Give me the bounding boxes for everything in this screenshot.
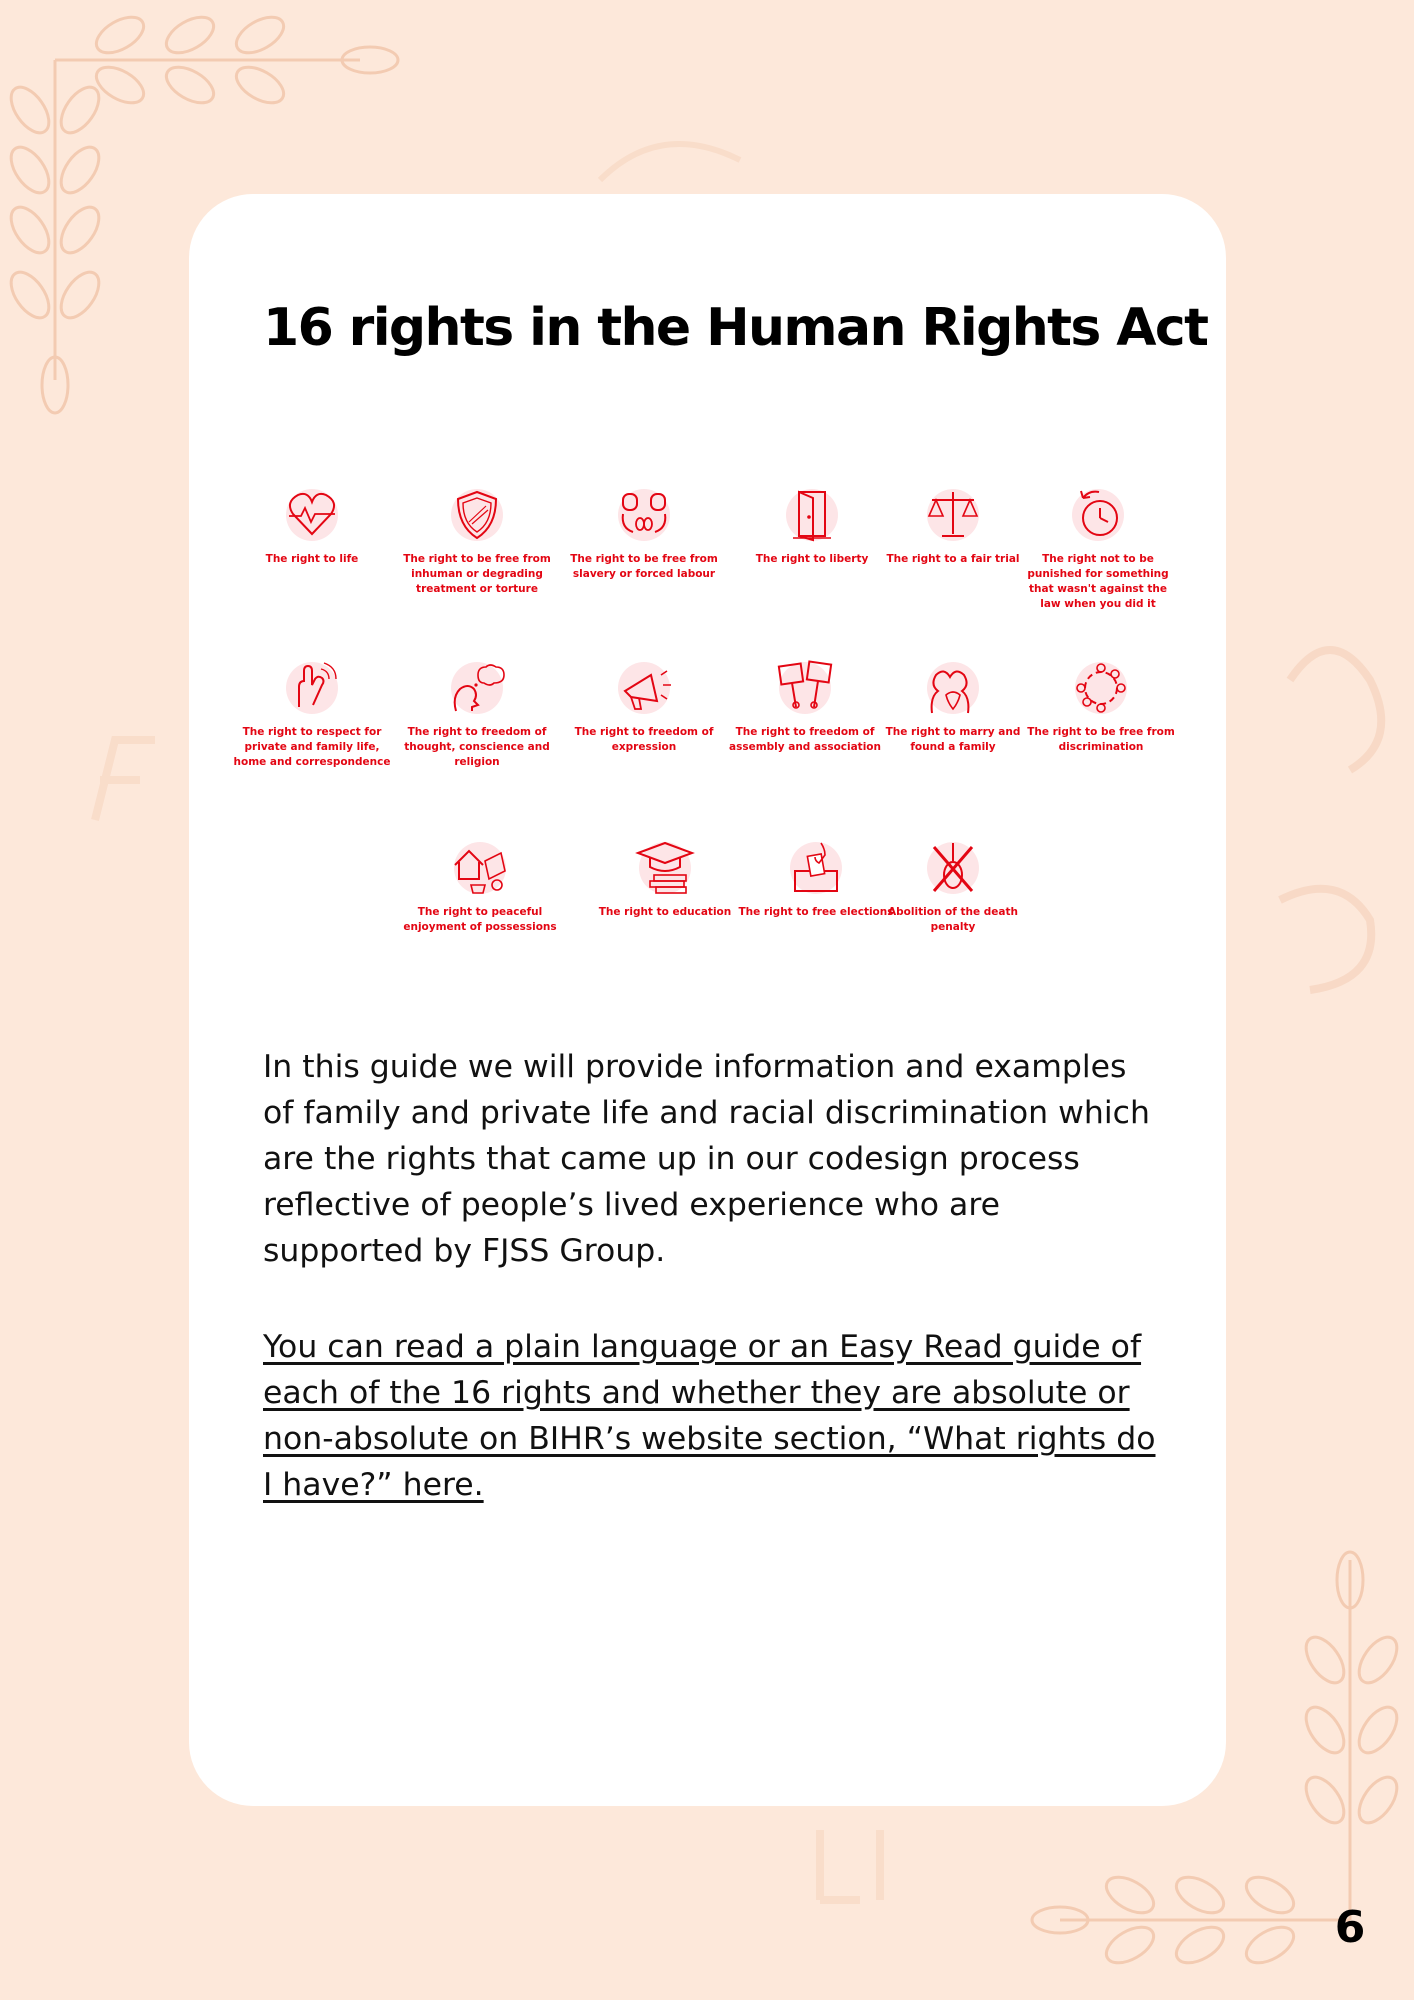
right-item-free-from-torture — [397, 484, 557, 597]
right-label: The right to marry and found a family — [885, 726, 1021, 753]
right-label: The right to education — [598, 906, 732, 918]
linked-hands-icon — [1066, 657, 1136, 719]
bihr-rights-link[interactable]: You can read a plain language or an Easy Read guide of each of the 16 rights and whether they are absolute or non-absolute on BIHR’s website section, “What rights do I have?” here. — [263, 1329, 1156, 1503]
right-item-abolition-death-penalty — [873, 837, 1033, 935]
hand-icon — [277, 657, 347, 719]
right-label: The right to freedom of assembly and association — [728, 726, 881, 753]
right-label: The right to be free from discrimination — [1027, 726, 1175, 753]
right-item-private-family-life — [232, 657, 392, 770]
right-label: The right to respect for private and family life, home and correspondence — [233, 726, 391, 768]
right-item-expression — [564, 657, 724, 755]
right-label: The right not to be punished for something that wasn't against the law when you did it — [1027, 553, 1169, 610]
house-possessions-icon — [445, 837, 515, 899]
right-label: The right to free elections — [738, 906, 894, 918]
right-item-liberty — [732, 484, 892, 567]
clock-icon — [1063, 484, 1133, 546]
right-item-free-from-discrimination — [1021, 657, 1181, 755]
page-title: 16 rights in the Human Rights Act — [263, 298, 1208, 358]
right-item-fair-trial — [873, 484, 1033, 567]
right-item-marry-found-family — [873, 657, 1033, 755]
right-label: The right to peaceful enjoyment of possessions — [403, 906, 557, 933]
right-item-assembly-association — [725, 657, 885, 755]
heart-icon — [277, 484, 347, 546]
noose-crossed-icon — [918, 837, 988, 899]
right-label: Abolition of the death penalty — [888, 906, 1018, 933]
shield-icon — [442, 484, 512, 546]
right-item-free-from-slavery — [564, 484, 724, 582]
right-item-thought-conscience-religion — [397, 657, 557, 770]
right-item-peaceful-enjoyment-possessions — [400, 837, 560, 935]
right-label: The right to a fair trial — [886, 553, 1020, 565]
scales-icon — [918, 484, 988, 546]
right-item-no-punishment-without-law — [1018, 484, 1178, 612]
graduation-cap-icon — [630, 837, 700, 899]
right-item-education — [585, 837, 745, 920]
open-door-icon — [777, 484, 847, 546]
ballot-box-icon — [781, 837, 851, 899]
right-item-free-elections — [736, 837, 896, 920]
content-card — [189, 194, 1226, 1806]
megaphone-icon — [609, 657, 679, 719]
broken-chains-icon — [609, 484, 679, 546]
right-label: The right to life — [265, 553, 359, 565]
right-label: The right to be free from inhuman or degrading treatment or torture — [403, 553, 551, 595]
right-label: The right to freedom of expression — [574, 726, 714, 753]
intro-paragraph: In this guide we will provide information and examples of family and private life and racial discrimination which are the rights that came up in our codesign process reflective of people’s lived experience who are supported by FJSS Group. — [263, 1049, 1150, 1269]
right-label: The right to liberty — [755, 553, 869, 565]
page-number: 6 — [1334, 1902, 1366, 1953]
right-label: The right to freedom of thought, conscience and religion — [404, 726, 550, 768]
right-label: The right to be free from slavery or forced labour — [570, 553, 718, 580]
placards-icon — [770, 657, 840, 719]
thought-bubble-icon — [442, 657, 512, 719]
family-icon — [918, 657, 988, 719]
right-item-life — [232, 484, 392, 567]
